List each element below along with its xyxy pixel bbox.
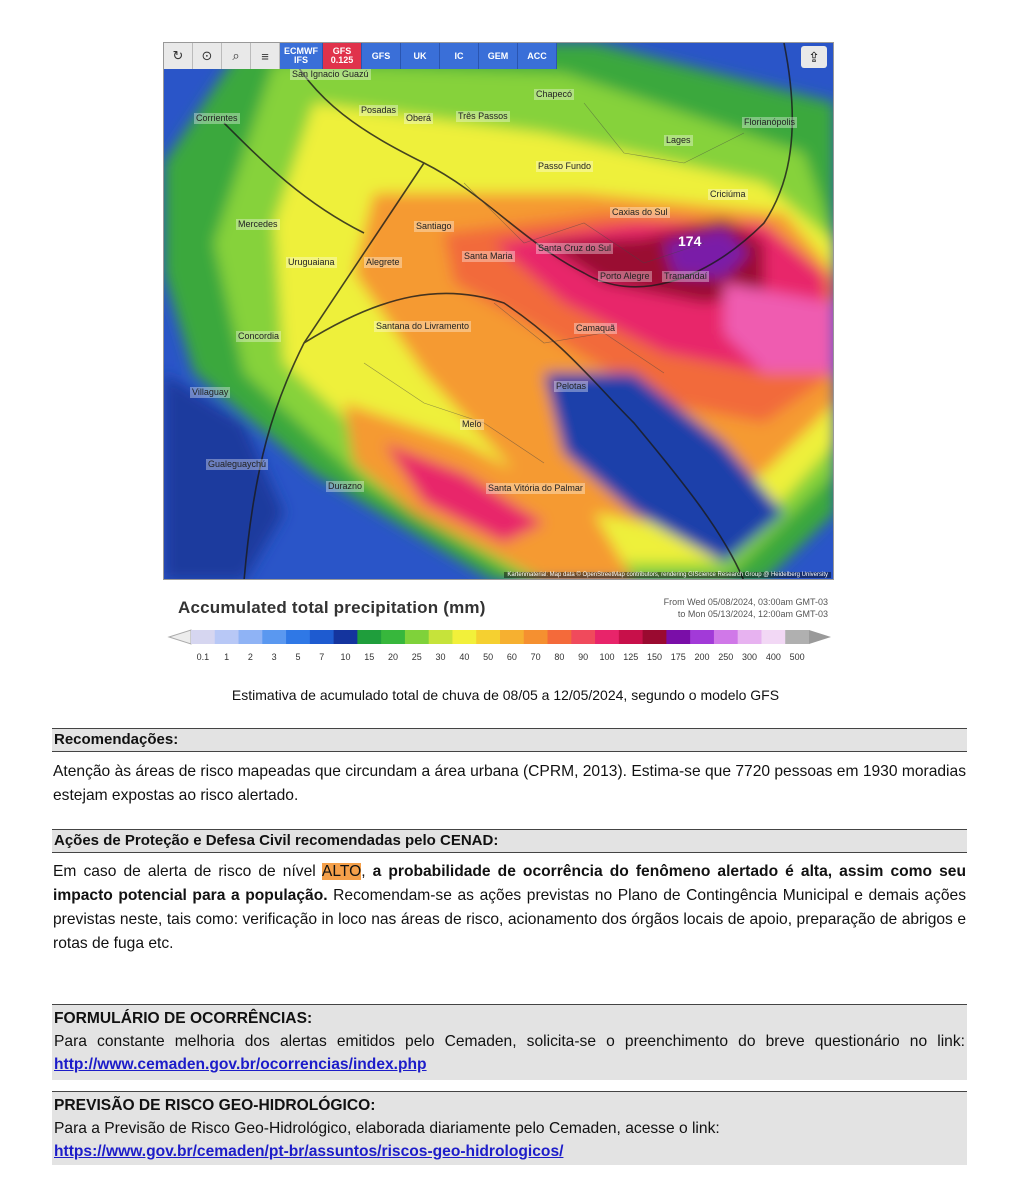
city-label: Corrientes xyxy=(196,113,238,123)
city-label: Melo xyxy=(462,419,482,429)
legend-tick-label: 400 xyxy=(765,652,781,662)
section-title-acoes: Ações de Proteção e Defesa Civil recomendadas pelo CENAD: xyxy=(52,829,967,853)
legend-tick-label: 150 xyxy=(646,652,663,662)
legend-from: From Wed 05/08/2024, 03:00am GMT-03 xyxy=(663,597,828,607)
colorbar-swatch xyxy=(191,630,215,644)
colorbar-swatch xyxy=(643,630,667,644)
legend-tick-label: 10 xyxy=(340,652,351,662)
colorbar-swatch xyxy=(595,630,619,644)
colorbar-swatch xyxy=(334,630,358,644)
legend-tick-label: 25 xyxy=(411,652,422,662)
layers-icon[interactable]: ≡ xyxy=(251,43,280,69)
colorbar-swatch xyxy=(215,630,239,644)
colorbar-swatch xyxy=(500,630,524,644)
legend-to: to Mon 05/13/2024, 12:00am GMT-03 xyxy=(677,609,828,619)
map-attribution: Kartenmaterial: Map data © OpenStreetMap contributors, rendering GIScience Research Group @ Heidelberg University xyxy=(504,572,831,578)
colorbar-swatch xyxy=(690,630,714,644)
city-label: Oberá xyxy=(406,113,432,123)
legend-tick-label: 40 xyxy=(459,652,470,662)
city-label: Tramandaí xyxy=(664,271,708,281)
legend-tick-label: 1 xyxy=(224,652,230,662)
city-label: Caxias do Sul xyxy=(612,207,668,217)
colorbar-swatch xyxy=(524,630,548,644)
legend-tick-label: 90 xyxy=(578,652,589,662)
colorbar-swatch xyxy=(571,630,595,644)
model-gfs-0125-button[interactable]: GFS 0.125 xyxy=(323,43,362,69)
city-label: Lages xyxy=(666,135,691,145)
model-acc-button[interactable]: ACC xyxy=(518,43,557,69)
legend-date-range xyxy=(664,596,828,620)
riscos-link[interactable]: https://www.gov.br/cemaden/pt-br/assuntos/riscos-geo-hidrologicos/ xyxy=(54,1143,564,1160)
city-label: Chapecó xyxy=(536,89,573,99)
colorbar-swatch xyxy=(785,630,809,644)
city-label: Durazno xyxy=(328,481,363,491)
city-label: Santana do Livramento xyxy=(376,321,470,331)
legend-tick-label: 100 xyxy=(599,652,615,662)
city-label: Gualeguaychú xyxy=(208,459,267,469)
legend-tick-label: 175 xyxy=(670,652,686,662)
location-icon[interactable]: ⊙ xyxy=(193,43,222,69)
city-label: Florianópolis xyxy=(744,117,796,127)
colorbar-swatch xyxy=(429,630,453,644)
zoom-icon[interactable]: ⌕ xyxy=(222,43,251,69)
model-uk-button[interactable]: UK xyxy=(401,43,440,69)
risk-level-badge: ALTO xyxy=(321,863,362,880)
city-label: Concordia xyxy=(238,331,280,341)
legend-tick-label: 125 xyxy=(623,652,639,662)
map-rain-bands xyxy=(164,43,834,580)
legend-tick-label: 3 xyxy=(271,652,277,662)
legend-tick-label: 50 xyxy=(483,652,494,662)
colorbar-swatch xyxy=(761,630,785,644)
city-label: Mercedes xyxy=(238,219,278,229)
colorbar-swatch xyxy=(262,630,286,644)
legend-tick-label: 250 xyxy=(718,652,734,662)
colorbar-arrow-high xyxy=(809,630,831,644)
section-formulario xyxy=(52,1004,967,1080)
map-toolbar xyxy=(164,43,557,69)
legend-tick-label: 500 xyxy=(789,652,805,662)
city-label: Porto Alegre xyxy=(600,271,650,281)
model-gem-button[interactable]: GEM xyxy=(479,43,518,69)
colorbar-swatch xyxy=(381,630,405,644)
legend-tick-label: 60 xyxy=(506,652,517,662)
figure-caption: Estimativa de acumulado total de chuva de 08/05 a 12/05/2024, segundo o modelo GFS xyxy=(231,687,780,703)
city-label: Pelotas xyxy=(556,381,587,391)
section-body-formulario xyxy=(54,1030,965,1076)
acoes-text-rest: Recomendam-se as ações previstas no Plano de Contingência Municipal e demais ações previstas neste, tais como: verificação in loco nas áreas de risco, acionamento dos órgãos locais de apoio, preparação de abrigos e rotas de fuga etc. xyxy=(53,887,966,952)
colorbar-swatch xyxy=(452,630,476,644)
city-label: Camaquã xyxy=(576,323,616,333)
city-label: Três Passos xyxy=(458,111,508,121)
acoes-text-pre: Em caso de alerta de risco de nível xyxy=(53,863,322,880)
city-label: Passo Fundo xyxy=(538,161,592,171)
section-body-previsao: Para a Previsão de Risco Geo-Hidrológico, elaborada diariamente pelo Cemaden, acesse o link: xyxy=(54,1120,720,1137)
section-title-previsao: PREVISÃO DE RISCO GEO-HIDROLÓGICO: xyxy=(54,1097,376,1114)
refresh-icon[interactable]: ↻ xyxy=(164,43,193,69)
legend-title: Accumulated total precipitation (mm) xyxy=(178,598,486,617)
colorbar-swatch xyxy=(476,630,500,644)
precipitation-figure xyxy=(163,42,834,672)
colorbar-swatch xyxy=(619,630,643,644)
colorbar-swatch xyxy=(738,630,762,644)
city-label: Uruguaiana xyxy=(288,257,335,267)
precipitation-map[interactable] xyxy=(163,42,834,580)
colorbar-swatch xyxy=(666,630,690,644)
city-label: Santa Cruz do Sul xyxy=(538,243,612,253)
section-body-acoes xyxy=(53,860,966,956)
section-title-formulario: FORMULÁRIO DE OCORRÊNCIAS: xyxy=(54,1010,313,1027)
legend-tick-label: 7 xyxy=(319,652,325,662)
colorbar-swatch xyxy=(357,630,381,644)
legend-tick-label: 300 xyxy=(742,652,758,662)
section-body-recomendacoes: Atenção às áreas de risco mapeadas que circundam a área urbana (CPRM, 2013). Estima-se que 7720 pessoas em 1930 moradias estejam expostas ao risco alertado. xyxy=(53,763,966,804)
formulario-text: Para constante melhoria dos alertas emitidos pelo Cemaden, solicita-se o preenchimento do breve questionário no link: xyxy=(54,1033,965,1050)
legend-tick-label: 15 xyxy=(364,652,375,662)
colorbar-swatch xyxy=(310,630,334,644)
legend-tick-label: 80 xyxy=(554,652,565,662)
legend-tick-label: 0.1 xyxy=(196,652,210,662)
ocorrencias-link[interactable]: http://www.cemaden.gov.br/ocorrencias/index.php xyxy=(54,1056,427,1073)
legend-tick-label: 2 xyxy=(247,652,253,662)
legend-tick-label: 200 xyxy=(694,652,710,662)
colorbar-swatch xyxy=(239,630,263,644)
peak-value-label: 174 xyxy=(678,233,702,249)
precipitation-legend xyxy=(163,582,834,672)
section-previsao xyxy=(52,1091,967,1165)
legend-tick-label: 20 xyxy=(388,652,399,662)
share-icon[interactable]: ⇪ xyxy=(801,46,827,68)
model-gfs-button[interactable]: GFS xyxy=(362,43,401,69)
city-label: San Ignacio Guazú xyxy=(292,69,369,79)
model-ic-button[interactable]: IC xyxy=(440,43,479,69)
colorbar-swatch xyxy=(548,630,572,644)
colorbar-swatch xyxy=(714,630,738,644)
city-label: Santiago xyxy=(416,221,452,231)
legend-tick-label: 30 xyxy=(435,652,446,662)
acoes-text-comma: , xyxy=(361,863,373,880)
city-label: Santa Maria xyxy=(464,251,513,261)
city-label: Villaguay xyxy=(192,387,229,397)
city-label: Santa Vitória do Palmar xyxy=(488,483,583,493)
model-ecmwf-button[interactable]: ECMWF IFS xyxy=(280,43,323,69)
colorbar-swatch xyxy=(286,630,310,644)
city-label: Alegrete xyxy=(366,257,400,267)
colorbar-arrow-low xyxy=(169,630,191,644)
acoes-text-bold: a probabilidade de ocorrência do fenômeno alertado é alta, assim como seu impacto potencial para a população. xyxy=(53,863,966,904)
legend-tick-label: 5 xyxy=(295,652,301,662)
section-title-recomendacoes: Recomendações: xyxy=(52,728,967,752)
city-label: Posadas xyxy=(361,105,397,115)
legend-colorbar xyxy=(163,628,834,648)
city-label: Criciúma xyxy=(710,189,746,199)
colorbar-swatch xyxy=(405,630,429,644)
legend-tick-label: 70 xyxy=(530,652,541,662)
